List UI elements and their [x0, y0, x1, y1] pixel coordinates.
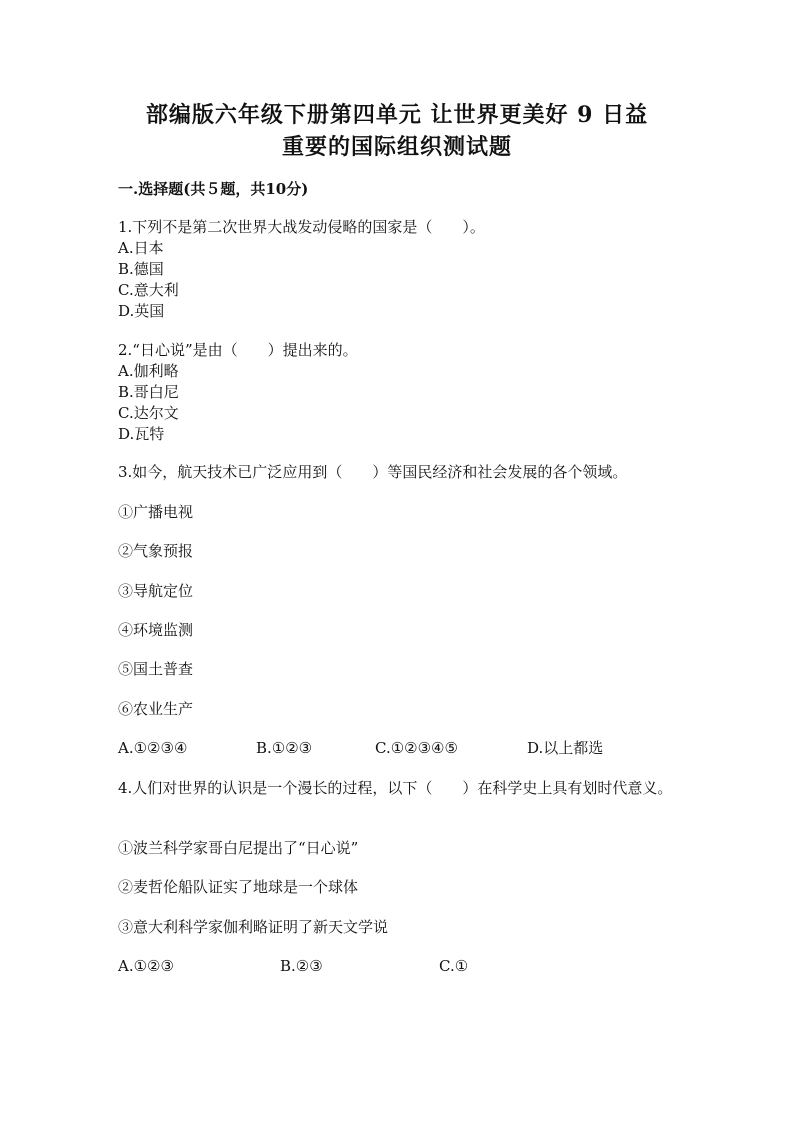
section-heading: 一.选择题(共５题，共10分) [118, 180, 309, 198]
doc-title-line-1: 部编版六年级下册第四单元 让世界更美好 9 日益 [145, 102, 649, 128]
q3-option-c: C.①②③④⑤ [375, 739, 458, 757]
q2-option-b: B.哥白尼 [118, 383, 179, 401]
q4-item-3: ③意大利科学家伽利略证明了新天文学说 [118, 918, 389, 936]
q4-item-2: ②麦哲伦船队证实了地球是一个球体 [118, 878, 359, 896]
q3-item-6: ⑥农业生产 [118, 700, 194, 718]
q1-option-b: B.德国 [118, 260, 164, 278]
q3-item-2: ②气象预报 [118, 542, 194, 560]
q4-stem: 4.人们对世界的认识是一个漫长的过程，以下（ ）在科学史上具有划时代意义。 [118, 779, 673, 797]
q3-option-a: A.①②③④ [118, 739, 188, 757]
q3-option-d: D.以上都选 [527, 739, 604, 757]
q2-option-a: A.伽利略 [118, 362, 179, 380]
q1-stem: 1.下列不是第二次世界大战发动侵略的国家是（ ）。 [118, 218, 485, 236]
q1-option-d: D.英国 [118, 302, 165, 320]
q3-item-5: ⑤国土普查 [118, 660, 194, 678]
q2-option-c: C.达尔文 [118, 404, 179, 422]
q4-item-1: ①波兰科学家哥白尼提出了“日心说” [118, 839, 359, 857]
doc-title-line-2: 重要的国际组织测试题 [281, 134, 512, 160]
q3-item-4: ④环境监测 [118, 621, 194, 639]
q1-option-a: A.日本 [118, 239, 164, 257]
q3-item-1: ①广播电视 [118, 503, 194, 521]
q2-option-d: D.瓦特 [118, 425, 165, 443]
q3-option-b: B.①②③ [256, 739, 313, 757]
q2-stem: 2.“日心说”是由（ ）提出来的。 [118, 341, 358, 359]
q4-option-b: B.②③ [280, 957, 323, 975]
q3-stem: 3.如今，航天技术已广泛应用到（ ）等国民经济和社会发展的各个领域。 [118, 463, 628, 481]
q4-option-a: A.①②③ [118, 957, 174, 975]
q1-option-c: C.意大利 [118, 281, 179, 299]
q3-item-3: ③导航定位 [118, 582, 194, 600]
q4-option-c: C.① [439, 957, 469, 975]
